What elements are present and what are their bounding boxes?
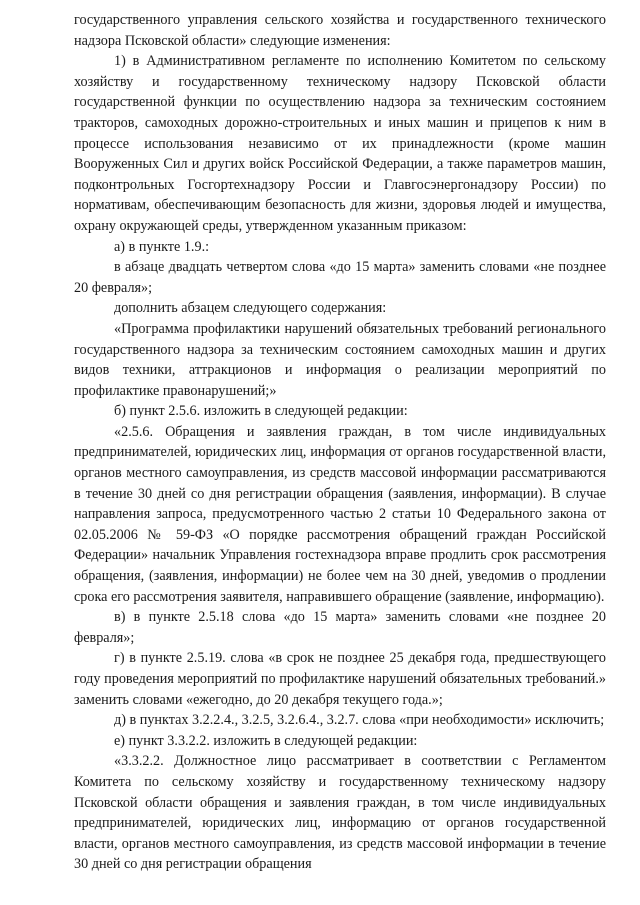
- paragraph-item-a: а) в пункте 1.9.:: [114, 238, 210, 255]
- paragraph-item-e: е) пункт 3.3.2.2. изложить в следующей редакции:: [114, 732, 418, 749]
- paragraph-item-g: г) в пункте 2.5.19. слова «в срок не позднее 25 декабря года, предшествующего году проведения мероприятий по профилактике нарушений обязательных требований.» заменить словами «ежегодно, до 20 декабря текущего года.»;: [74, 650, 606, 708]
- paragraph-quote-2-5-6: «2.5.6. Обращения и заявления граждан, в том числе индивидуальных предпринимателей, юридических лиц, информация от органов государственной власти, органов местного самоуправления, из средств массовой информации рассматриваются в течение 30 дней со дня регистрации обращения (заявления, информации). В случае направления запроса, предусмотренного частью 2 статьи 10 Федерального закона от 02.05.2006 № 59-ФЗ «О порядке рассмотрения обращений граждан Российской Федерации» начальник Управления гостехнадзора вправе продлить срок рассмотрения обращения, (заявления, информации) не более чем на 30 дней, уведомив о продлении срока его рассмотрения заявителя, направившего обращение (заявление, информацию).: [74, 423, 606, 605]
- paragraph-item-v: в) в пункте 2.5.18 слова «до 15 марта» заменить словами «не позднее 20 февраля»;: [74, 609, 606, 646]
- paragraph-quote-program: «Программа профилактики нарушений обязательных требований регионального государственного надзора за техническим состоянием самоходных машин и других видов техники, аттракционов и информация о реализации мероприятий по профилактике правонарушений;»: [74, 320, 606, 399]
- paragraph-item-1: 1) в Административном регламенте по исполнению Комитетом по сельскому хозяйству и государственному техническому надзору Псковской области государственной функции по осуществлению надзора за техническим состоянием тракторов, самоходных дорожно-строительных и иных машин и прицепов к ним в процессе использования независимо от их принадлежности (кроме машин Вооруженных Сил и других войск Российской Федерации, а также параметров машин, подконтрольных Госгортехнадзору России и Главгосэнергонадзору России) по нормативам, обеспечивающим безопасность для жизни, здоровья людей и имущества, охрану окружающей среды, утвержденном указанным приказом:: [74, 53, 606, 234]
- paragraph-item-b: б) пункт 2.5.6. изложить в следующей редакции:: [114, 403, 408, 420]
- paragraph-quote-3-3-2-2: «3.3.2.2. Должностное лицо рассматривает в соответствии с Регламентом Комитета по сельскому хозяйству и государственному техническому надзору Псковской области обращения и заявления граждан, в том числе индивидуальных предпринимателей, юридических лиц, информацию от органов государственной власти, органов местного самоуправления, из средств массовой информации в течение 30 дней со дня регистрации обращения: [74, 753, 606, 873]
- paragraph-add-clause: дополнить абзацем следующего содержания:: [114, 300, 387, 317]
- paragraph-item-d: д) в пунктах 3.2.2.4., 3.2.5, 3.2.6.4., 3.2.7. слова «при необходимости» исключить;: [114, 712, 605, 729]
- paragraph-continuation: государственного управления сельского хозяйства и государственного технического надзора Псковской области» следующие изменения:: [74, 12, 606, 49]
- paragraph-amendment-1-9: в абзаце двадцать четвертом слова «до 15 марта» заменить словами «не позднее 20 февраля»;: [74, 259, 606, 296]
